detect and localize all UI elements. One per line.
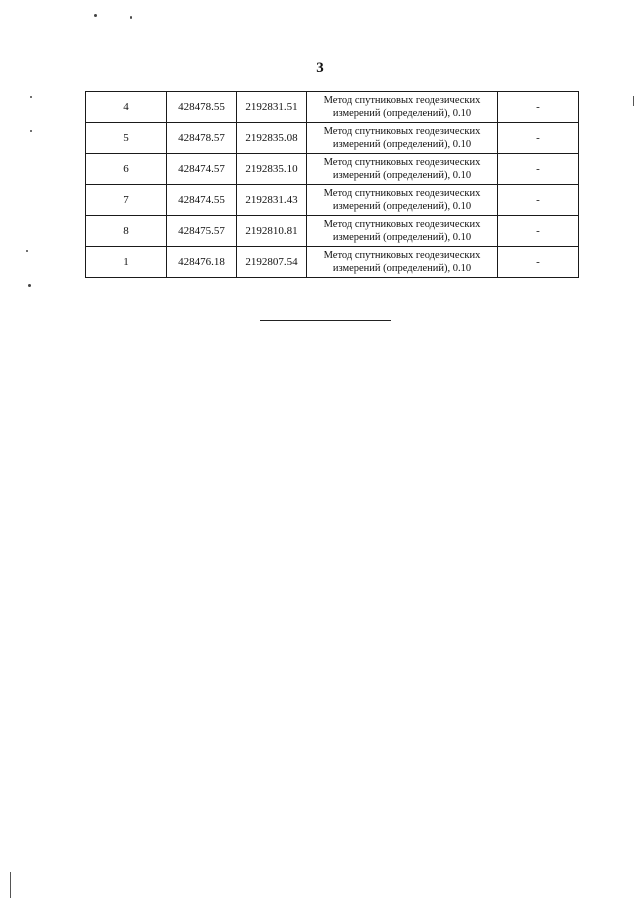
- method-line-1: Метод спутниковых геодезических: [323, 250, 481, 261]
- method-line-2: измерений (определений), 0.10: [332, 232, 472, 243]
- method-cell: [307, 247, 498, 278]
- method-line-1: Метод спутниковых геодезических: [323, 188, 481, 199]
- method-cell: [307, 185, 498, 216]
- scan-edge-mark: [10, 872, 11, 898]
- method-line-2: измерений (определений), 0.10: [332, 139, 472, 150]
- x-coordinate-cell: 428478.55: [167, 92, 237, 123]
- x-coordinate-cell: 428474.55: [167, 185, 237, 216]
- x-coordinate-cell: 428475.57: [167, 216, 237, 247]
- extra-cell: -: [498, 185, 579, 216]
- extra-cell: -: [498, 92, 579, 123]
- table-row: [86, 154, 579, 185]
- extra-cell: -: [498, 154, 579, 185]
- extra-cell: -: [498, 247, 579, 278]
- y-coordinate-cell: 2192835.08: [237, 123, 307, 154]
- scan-speck: [94, 14, 97, 17]
- scan-edge-mark: [633, 96, 634, 106]
- method-line-2: измерений (определений), 0.10: [332, 108, 472, 119]
- extra-cell: -: [498, 216, 579, 247]
- point-number-cell: 1: [86, 247, 167, 278]
- method-cell: [307, 92, 498, 123]
- x-coordinate-cell: 428478.57: [167, 123, 237, 154]
- scan-speck: [30, 130, 32, 132]
- table-row: [86, 123, 579, 154]
- y-coordinate-cell: 2192831.43: [237, 185, 307, 216]
- point-number-cell: 5: [86, 123, 167, 154]
- y-coordinate-cell: 2192835.10: [237, 154, 307, 185]
- table-row: [86, 185, 579, 216]
- table-row: [86, 247, 579, 278]
- point-number-cell: 6: [86, 154, 167, 185]
- x-coordinate-cell: 428474.57: [167, 154, 237, 185]
- point-number-cell: 7: [86, 185, 167, 216]
- y-coordinate-cell: 2192810.81: [237, 216, 307, 247]
- method-line-1: Метод спутниковых геодезических: [323, 219, 481, 230]
- method-cell: [307, 123, 498, 154]
- method-line-1: Метод спутниковых геодезических: [323, 126, 481, 137]
- x-coordinate-cell: 428476.18: [167, 247, 237, 278]
- method-cell: [307, 216, 498, 247]
- scan-speck: [28, 284, 31, 287]
- method-cell: [307, 154, 498, 185]
- closing-line: [260, 320, 391, 321]
- y-coordinate-cell: 2192831.51: [237, 92, 307, 123]
- y-coordinate-cell: 2192807.54: [237, 247, 307, 278]
- point-number-cell: 4: [86, 92, 167, 123]
- scan-speck: [130, 16, 132, 19]
- point-number-cell: 8: [86, 216, 167, 247]
- extra-cell: -: [498, 123, 579, 154]
- table-row: [86, 216, 579, 247]
- scan-speck: [26, 250, 28, 252]
- method-line-1: Метод спутниковых геодезических: [323, 95, 481, 106]
- table-row: [86, 92, 579, 123]
- coordinates-table: [85, 91, 579, 278]
- scan-speck: [30, 96, 32, 98]
- page-number: 3: [316, 60, 324, 76]
- method-line-2: измерений (определений), 0.10: [332, 263, 472, 274]
- method-line-2: измерений (определений), 0.10: [332, 170, 472, 181]
- method-line-2: измерений (определений), 0.10: [332, 201, 472, 212]
- method-line-1: Метод спутниковых геодезических: [323, 157, 481, 168]
